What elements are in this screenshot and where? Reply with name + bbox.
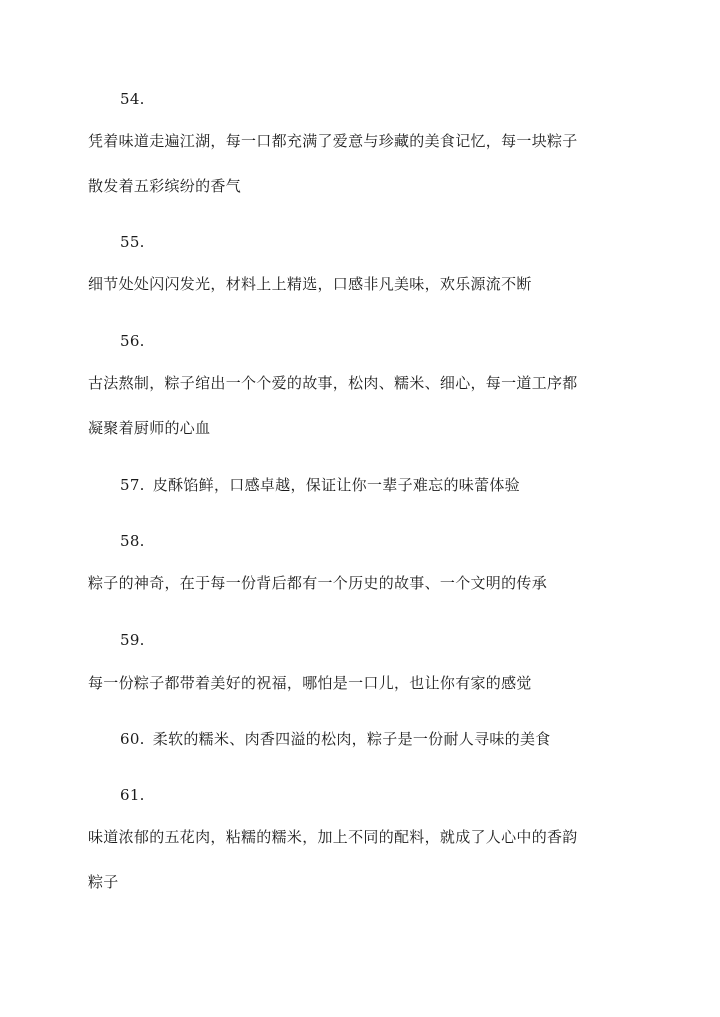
entry-number: 57. xyxy=(120,476,145,494)
entry-number: 61. xyxy=(120,786,145,804)
entry-text-line: 古法熬制，粽子绾出一个个爱的故事，松肉、糯米、细心，每一道工序都 xyxy=(88,374,578,392)
entry-inline xyxy=(120,474,660,496)
entry-text-line: 凝聚着厨师的心血 xyxy=(88,419,211,437)
entry-text-line: 每一份粽子都带着美好的祝福，哪怕是一口儿，也让你有家的感觉 xyxy=(88,674,532,692)
entry-inline xyxy=(120,728,660,750)
entry-text-line: 粽子 xyxy=(88,873,119,891)
entry-text-line: 味道浓郁的五花肉，粘糯的糯米，加上不同的配料，就成了人心中的香韵 xyxy=(88,828,578,846)
entry-number: 60. xyxy=(120,730,145,748)
entry-number: 56. xyxy=(120,332,145,350)
entry-text-line: 细节处处闪闪发光，材料上上精选，口感非凡美味，欢乐源流不断 xyxy=(88,275,532,293)
entry-text-line: 散发着五彩缤纷的香气 xyxy=(88,177,242,195)
entry-text-line: 粽子的神奇，在于每一份背后都有一个历史的故事、一个文明的传承 xyxy=(88,574,548,592)
entry-number: 58. xyxy=(120,532,145,550)
entry-text-line: 凭着味道走遍江湖，每一口都充满了爱意与珍藏的美食记忆，每一块粽子 xyxy=(88,132,578,150)
entry-text-line: 柔软的糯米、肉香四溢的松肉，粽子是一份耐人寻味的美食 xyxy=(152,730,551,748)
entry-number: 54. xyxy=(120,90,145,108)
entry-number: 59. xyxy=(120,631,145,649)
entry-text-line: 皮酥馅鲜，口感卓越，保证让你一辈子难忘的味蕾体验 xyxy=(152,476,520,494)
entry-number: 55. xyxy=(120,233,145,251)
